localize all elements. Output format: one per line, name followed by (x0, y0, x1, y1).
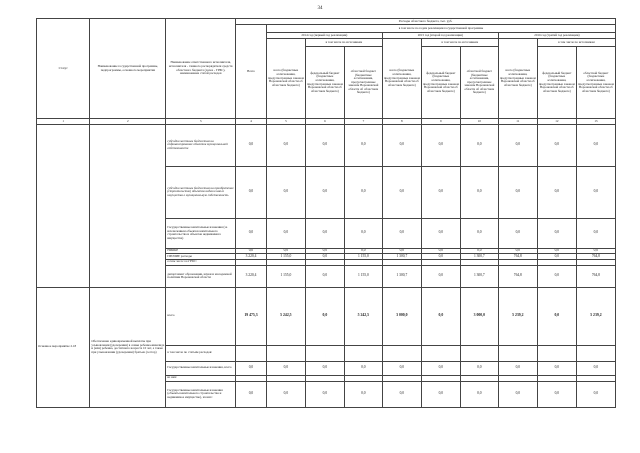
expense-item-label: субсидии местным бюджетам на приобретение (строительство) объектов недвижимого имущества в муниципальную собственность (166, 166, 236, 218)
amount-cell: 0,0 (421, 248, 460, 254)
amount-cell: 0,0 (460, 361, 498, 375)
amount-cell: 0,0 (305, 218, 344, 248)
amount-cell: 0,0 (305, 381, 344, 407)
amount-cell: 0,0 (266, 361, 305, 375)
amount-cell: 0,0 (305, 248, 344, 254)
amount-cell: 0,0 (498, 361, 537, 375)
header-src-regional-2015: областной бюджет (бюджетные ассигнования, предусмотренные законом Воронежской области об областном бюджете) (460, 47, 498, 119)
header-status: Статус (37, 19, 90, 119)
header-src-federal-2016: федеральный бюджет (бюджетные ассигнования, предусмотренные законом Воронежской области об областном бюджете) (537, 47, 576, 119)
amount-cell: 1 155,0 (266, 254, 305, 260)
budget-table (36, 18, 616, 408)
measure-status: Основное мероприятие 2.18 (37, 287, 90, 407)
header-sources-2016: в том числе по источникам (537, 38, 615, 46)
amount-cell: 0,0 (236, 124, 267, 166)
amount-cell: 1 155,0 (344, 254, 382, 260)
amount-cell: 0,0 (460, 218, 498, 248)
amount-cell: 0,0 (344, 166, 382, 218)
column-number-10: 10 (460, 119, 498, 125)
header-year-2014: 2014 год (первый год реализации) (266, 33, 382, 39)
column-number-3: 3 (166, 119, 236, 125)
measure-amount: 3 000,0 (460, 287, 498, 345)
amount-cell: 0,0 (421, 218, 460, 248)
amount-cell: 0,0 (576, 381, 615, 407)
amount-cell: 0,0 (576, 248, 615, 254)
header-executor: Наименование ответственного исполнителя, исполнителя - главного распорядителя средств областного бюджета (далее - ГРБС), наименование статей расходов (166, 19, 236, 119)
header-by-years: в том числе по годам реализации государственной программы (266, 25, 615, 33)
amount-cell (344, 345, 382, 361)
amount-cell: 0,0 (498, 381, 537, 407)
measure-amount: 3 000,0 (382, 287, 421, 345)
expense-item-label: Государственные капитальные вложения (объекты капитального строительства и недвижимое имущество), из них: (166, 381, 236, 407)
amount-cell: 0,0 (537, 124, 576, 166)
amount-cell: 1 155,0 (266, 265, 305, 287)
expense-item-label: департамент образования, науки и молодежной политики Воронежской области (166, 265, 236, 287)
amount-cell: 0,0 (421, 254, 460, 260)
amount-cell (576, 345, 615, 361)
amount-cell: 0,0 (537, 254, 576, 260)
expense-item-label: из них: (166, 375, 236, 381)
measure-amount: 5 242,5 (344, 287, 382, 345)
measure-amount: 5 242,5 (266, 287, 305, 345)
amount-cell: 0,0 (576, 218, 615, 248)
amount-cell: 764,8 (498, 265, 537, 287)
header-year-2016: 2016 год (третий год реализации) (498, 33, 615, 39)
amount-cell: 0,0 (236, 381, 267, 407)
column-number-12: 12 (537, 119, 576, 125)
measure-label: всего (166, 287, 236, 345)
header-src-total-2016: всего (бюджетные ассигнования, предусмотренные законом Воронежской области об областном бюджете) (498, 38, 537, 118)
measure-program: Обеспечение единовременной выплаты при усыновлении (удочерении) в семьи ребенка-инвалида и (или) ребенка, достигшего возраста 10 лет, а также при усыновлении (удочерении) братьев (сестер) (90, 287, 166, 407)
amount-cell: 1 300,7 (382, 254, 421, 260)
column-number-5: 5 (266, 119, 305, 125)
amount-cell: 3 220,4 (236, 254, 267, 260)
amount-cell: 0,0 (305, 124, 344, 166)
amount-cell: 0,0 (382, 166, 421, 218)
amount-cell: 0,0 (266, 166, 305, 218)
amount-cell: 0,0 (344, 248, 382, 254)
amount-cell: 0,0 (421, 381, 460, 407)
amount-cell: 0,0 (498, 166, 537, 218)
expense-item-label: НИОКР (166, 248, 236, 254)
amount-cell: 0,0 (236, 166, 267, 218)
amount-cell: 0,0 (382, 218, 421, 248)
table-row (37, 124, 616, 166)
header-total: Всего (236, 25, 267, 119)
header-sources-2014: в том числе по источникам (305, 38, 382, 46)
expense-item-label: в том числе по ГРБС: (166, 259, 236, 265)
column-number-1: 1 (37, 119, 90, 125)
header-src-federal-2015: федеральный бюджет (бюджетные ассигнования, предусмотренные законом Воронежской области об областном бюджете) (421, 47, 460, 119)
table-body (37, 124, 616, 407)
header-src-regional-2016: областной бюджет (бюджетные ассигнования, предусмотренные законом Воронежской области об областном бюджете) (576, 47, 615, 119)
amount-cell: 0,0 (537, 218, 576, 248)
measure-amount: 19 475,3 (236, 287, 267, 345)
amount-cell (460, 345, 498, 361)
amount-cell: 764,8 (576, 254, 615, 260)
header-src-regional-2014: областной бюджет (бюджетные ассигнования, предусмотренные законом Воронежской области об областном бюджете) (344, 47, 382, 119)
measure-amount: 0,0 (537, 287, 576, 345)
column-number-11: 11 (498, 119, 537, 125)
header-expenses-title: Расходы областного бюджета, тыс. руб. (236, 19, 616, 25)
amount-cell: 0,0 (460, 166, 498, 218)
amount-cell: 0,0 (382, 248, 421, 254)
amount-cell: 0,0 (537, 265, 576, 287)
amount-cell (305, 345, 344, 361)
column-number-8: 8 (382, 119, 421, 125)
expense-item-label: ПРОЧИЕ расходы (166, 254, 236, 260)
header-src-total-2015: всего (бюджетные ассигнования, предусмотренные законом Воронежской области об областном бюджете) (382, 38, 421, 118)
page-number: 34 (317, 6, 323, 11)
header-program: Наименование государственной программы, подпрограммы, основного мероприятия (90, 19, 166, 119)
amount-cell: 764,8 (576, 265, 615, 287)
amount-cell: 1 300,7 (382, 265, 421, 287)
column-number-7: 7 (344, 119, 382, 125)
amount-cell: 1 300,7 (460, 254, 498, 260)
amount-cell: 0,0 (421, 265, 460, 287)
amount-cell: 0,0 (305, 166, 344, 218)
header-year-2015: 2015 год (второй год реализации) (382, 33, 498, 39)
amount-cell: 0,0 (460, 248, 498, 254)
amount-cell: 1 155,0 (344, 265, 382, 287)
expense-item-label: субсидии местным бюджетам на софинансирование объектов муниципальной собственности (166, 124, 236, 166)
amount-cell: 0,0 (382, 361, 421, 375)
amount-cell (498, 345, 537, 361)
amount-cell: 0,0 (266, 381, 305, 407)
expense-item-label: Государственные капитальные вложения (за исключением объектов капитального строительства и объектов недвижимого имущества) (166, 218, 236, 248)
amount-cell: 0,0 (460, 381, 498, 407)
amount-cell: 0,0 (498, 124, 537, 166)
amount-cell: 0,0 (344, 381, 382, 407)
measure-amount: 5 239,2 (498, 287, 537, 345)
measure-amount: 0,0 (421, 287, 460, 345)
column-number-2: 2 (90, 119, 166, 125)
status-cell (37, 124, 90, 287)
amount-cell: 0,0 (537, 361, 576, 375)
amount-cell: 0,0 (498, 248, 537, 254)
amount-cell (266, 345, 305, 361)
measure-row (37, 287, 616, 345)
amount-cell: 0,0 (421, 166, 460, 218)
amount-cell: 0,0 (236, 248, 267, 254)
amount-cell (537, 345, 576, 361)
program-cell (90, 124, 166, 287)
header-sources-2015: в том числе по источникам (421, 38, 498, 46)
amount-cell: 0,0 (498, 218, 537, 248)
amount-cell: 0,0 (382, 124, 421, 166)
amount-cell: 0,0 (236, 218, 267, 248)
amount-cell: 0,0 (576, 166, 615, 218)
amount-cell: 0,0 (305, 361, 344, 375)
expense-item-label: Государственные капитальные вложения, всего (166, 361, 236, 375)
column-number-6: 6 (305, 119, 344, 125)
amount-cell: 0,0 (266, 218, 305, 248)
amount-cell: 0,0 (266, 124, 305, 166)
table-header (37, 19, 616, 125)
expense-item-label: в том числе по статьям расходов: (166, 345, 236, 361)
amount-cell: 0,0 (460, 124, 498, 166)
amount-cell: 0,0 (344, 218, 382, 248)
amount-cell: 0,0 (305, 254, 344, 260)
amount-cell: 0,0 (344, 124, 382, 166)
amount-cell: 0,0 (305, 265, 344, 287)
header-src-total-2014: всего (бюджетные ассигнования, предусмотренные законом Воронежской области об областном бюджете) (266, 38, 305, 118)
amount-cell: 0,0 (576, 361, 615, 375)
amount-cell: 0,0 (382, 381, 421, 407)
amount-cell: 0,0 (537, 381, 576, 407)
amount-cell (382, 345, 421, 361)
amount-cell: 1 300,7 (460, 265, 498, 287)
amount-cell: 0,0 (266, 248, 305, 254)
amount-cell: 764,8 (498, 254, 537, 260)
amount-cell: 0,0 (236, 361, 267, 375)
measure-amount: 5 239,2 (576, 287, 615, 345)
header-src-federal-2014: федеральный бюджет (бюджетные ассигнования, предусмотренные законом Воронежской области об областном бюджете) (305, 47, 344, 119)
amount-cell: 0,0 (421, 361, 460, 375)
amount-cell: 0,0 (576, 124, 615, 166)
amount-cell: 0,0 (537, 248, 576, 254)
column-number-13: 13 (576, 119, 615, 125)
amount-cell: 3 220,4 (236, 265, 267, 287)
column-number-4: 4 (236, 119, 267, 125)
measure-amount: 0,0 (305, 287, 344, 345)
amount-cell (421, 345, 460, 361)
amount-cell (236, 345, 267, 361)
column-number-9: 9 (421, 119, 460, 125)
amount-cell: 0,0 (537, 166, 576, 218)
amount-cell: 0,0 (421, 124, 460, 166)
amount-cell: 0,0 (344, 361, 382, 375)
